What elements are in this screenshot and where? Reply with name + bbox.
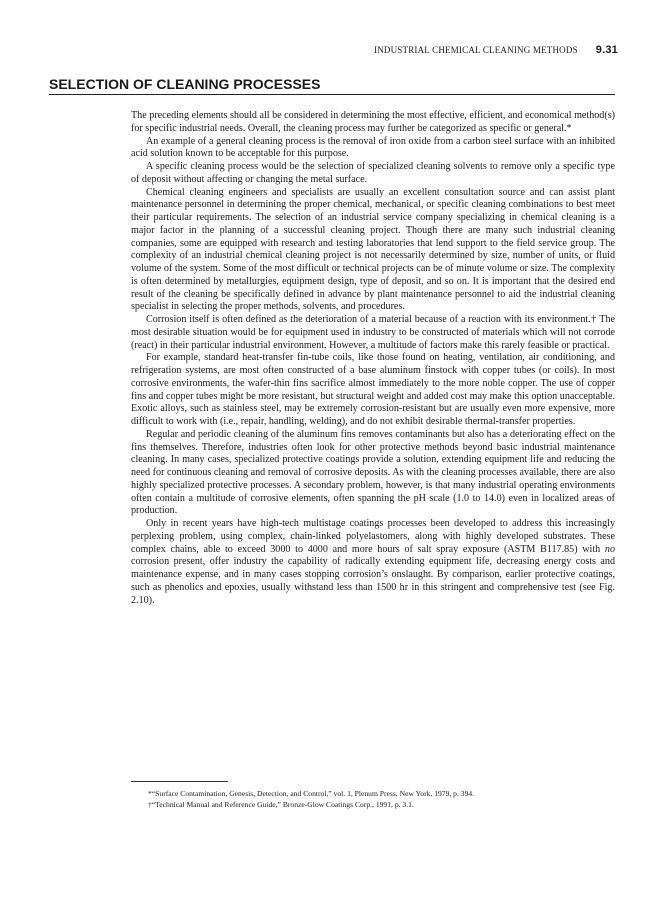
footnotes [148, 788, 608, 810]
footnote-divider [131, 781, 228, 782]
paragraph [131, 518, 615, 607]
paragraph: Regular and periodic cleaning of the aluminum fins removes contaminants but also has a deteriorating effect on the fins themselves. Therefore, industries often look for other protective methods beyond basic industrial maintenance cleaning. In many cases, specialized protective coatings provide a solution, extending equipment life and reducing the need for continuous cleaning and removal of corrosive deposits. As with the cleaning processes available, there are also highly specialized protective processes. A secondary problem, however, is that many industrial operating environments often contain a multitude of corrosive elements, often spanning the pH scale (1.0 to 14.0) even in localized areas of production. [131, 428, 615, 517]
page-number: 9.31 [595, 44, 618, 56]
paragraph-text-after: corrosion present, offer industry the capability of radically extending equipment life, decreasing energy costs and maintenance expense, and in many cases stopping corrosion’s onslaught. By comparison, earlier protective coatings, such as phenolics and epoxies, usually withstand less than 1500 hr in this stringent and comprehensive test (see Fig. 2.10). [131, 556, 615, 606]
paragraph: Corrosion itself is often defined as the deterioration of a material because of a reaction with its environment.† The most desirable situation would be for equipment used in industry to be constructed of materials which will not corrode (react) in their particular industrial environment. However, a multitude of factors make this rarely feasible or practical. [131, 314, 615, 351]
section-heading: SELECTION OF CLEANING PROCESSES [49, 76, 615, 95]
paragraph: An example of a general cleaning process is the removal of iron oxide from a carbon steel surface with an inhibited acid solution known to be acceptable for this purpose. [131, 135, 615, 160]
running-head [374, 44, 618, 56]
paragraph-text-before: Only in recent years have high-tech multistage coatings processes been developed to address this increasingly perplexing problem, using complex, chain-linked polyelastomers, along with highly developed substrates. These complex chains, able to exceed 3000 to 4000 and more hours of salt spray exposure (ASTM B117.85) with [131, 518, 615, 555]
body-text [131, 110, 615, 607]
paragraph: For example, standard heat-transfer fin-tube coils, like those found on heating, ventilation, air conditioning, and refrigeration systems, are most often constructed of a base aluminum finstock with copper tubes (or coils). In most corrosive environments, the wafer-thin fins sacrifice almost immediately to the more noble copper. The use of copper fins and copper tubes might be more resistant, but structural weight and added cost may make this option unacceptable. Exotic alloys, such as stainless steel, may be extremely corrosion-resistant but are usually even more expensive, more difficult to work with (i.e., repair, handling, welding), and do not exhibit desirable thermal-transfer properties. [131, 352, 615, 427]
footnote: †“Technical Manual and Reference Guide,” Bronze-Glow Coatings Corp., 1991, p. 3.1. [148, 800, 414, 809]
running-title: INDUSTRIAL CHEMICAL CLEANING METHODS [374, 45, 578, 55]
paragraph: Chemical cleaning engineers and specialists are usually an excellent consultation source and can assist plant maintenance personnel in determining the proper chemical, mechanical, or specific cleaning combinations to best meet their particular requirements. The selection of an industrial service company specializing in chemical cleaning is a major factor in the planning of a successful cleaning project. Though there are many such industrial cleaning companies, some are equipped with research and testing laboratories that lend support to the field service group. The complexity of an industrial chemical cleaning project is not necessarily determined by size, number of units, or fluid volume of the system. Some of the most difficult or technical projects can be of minute volume or size. The complexity is often determined by metallurgies, equipment design, type of deposit, and so on. It is important that the desired end result of the cleaning be specifically defined in advance by plant maintenance personnel to aid the industrial cleaning specialist in selecting the proper methods, solvents, and procedures. [131, 186, 615, 313]
footnote: *“Surface Contamination, Genesis, Detection, and Control,” vol. 1, Plenum Press, New York, 1979, p. 394. [148, 789, 475, 798]
paragraph: The preceding elements should all be considered in determining the most effective, efficient, and economical method(s) for specific industrial needs. Overall, the cleaning process may further be categorized as specific or general.* [131, 110, 615, 134]
emphasis-text: no [604, 543, 615, 555]
paragraph: A specific cleaning process would be the selection of specialized cleaning solvents to remove only a specific type of deposit without affecting or changing the metal surface. [131, 161, 615, 185]
